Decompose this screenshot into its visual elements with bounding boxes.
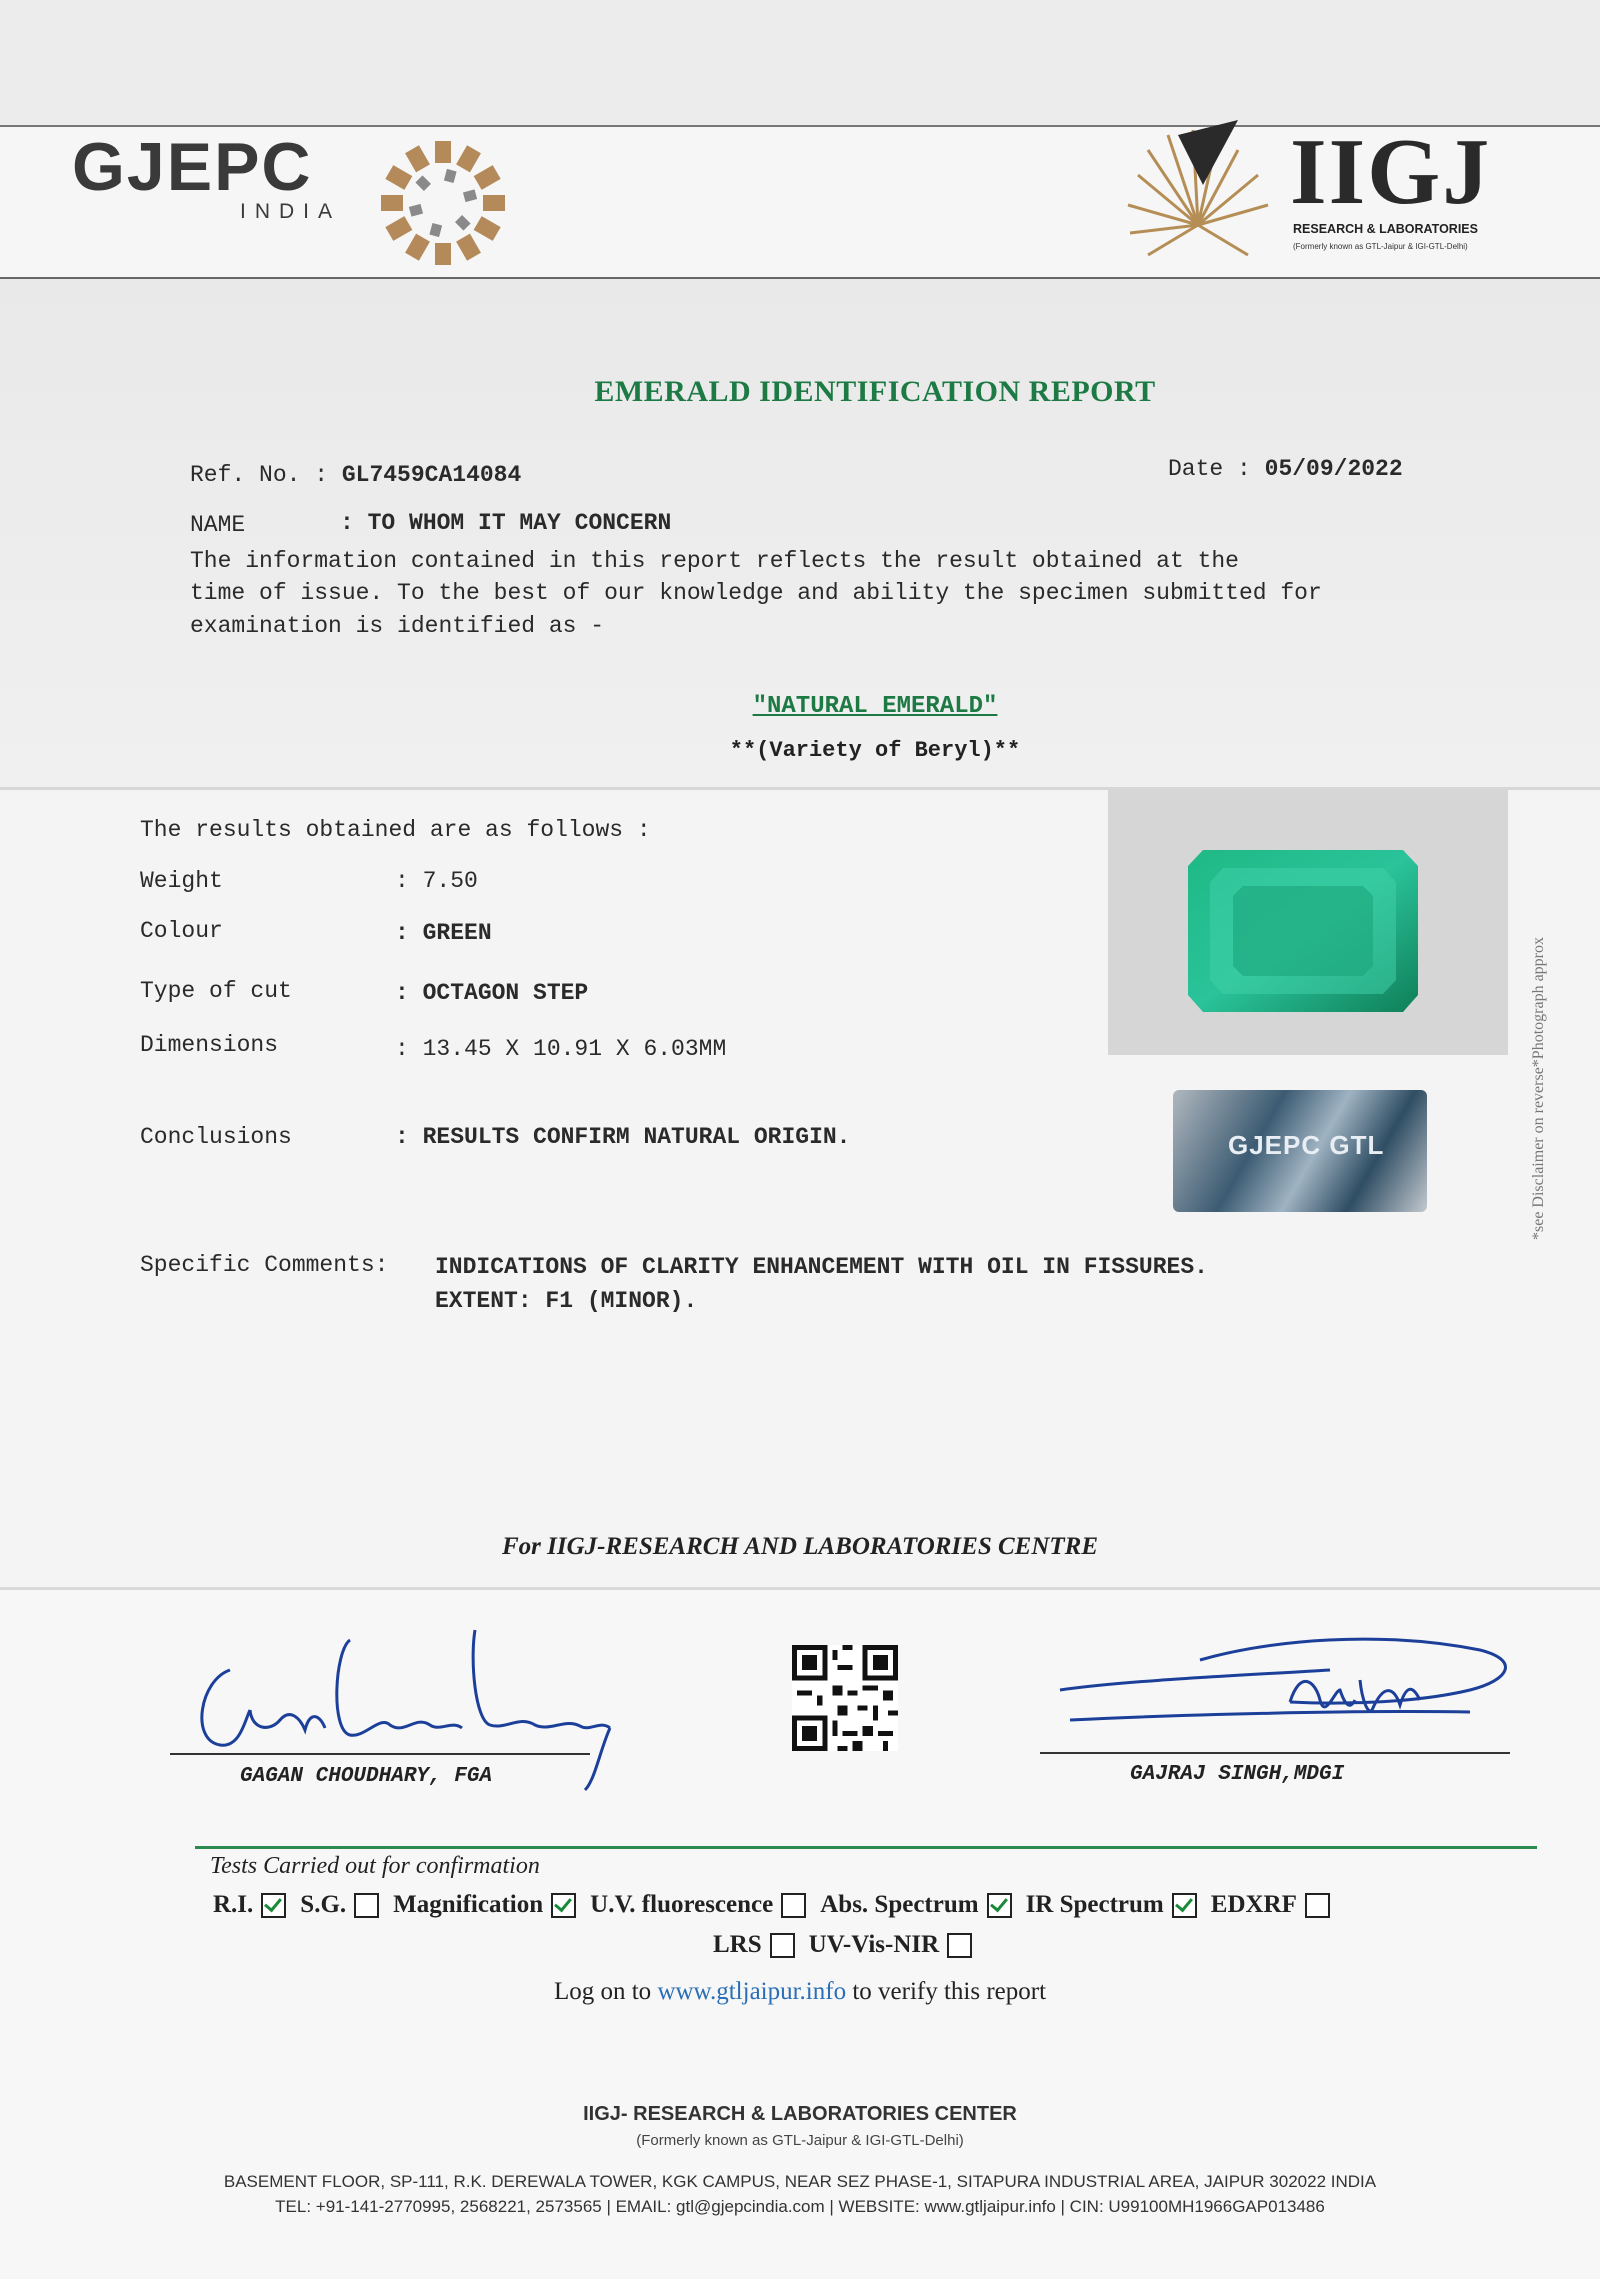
result-label-dimensions: Dimensions xyxy=(140,1032,279,1058)
result-value-colour: : GREEN xyxy=(395,920,492,946)
test-ir-spectrum-checkbox[interactable] xyxy=(1172,1893,1197,1918)
variety-note: **(Variety of Beryl)** xyxy=(729,738,1021,763)
test-ri-checkbox[interactable] xyxy=(261,1893,286,1918)
comments-line: EXTENT: F1 (MINOR). xyxy=(435,1288,698,1314)
test-lrs: LRS xyxy=(713,1931,795,1959)
gjepc-emblem-icon xyxy=(368,128,518,278)
test-edxrf: EDXRF xyxy=(1211,1891,1330,1919)
test-ri: R.I. xyxy=(213,1891,286,1919)
date-label: Date : 05/09/2022 xyxy=(1168,456,1403,482)
iigj-logo-subtext: RESEARCH & LABORATORIES xyxy=(1293,222,1478,236)
verify-link[interactable]: www.gtljaipur.info xyxy=(657,1978,847,2005)
conclusions-value: : RESULTS CONFIRM NATURAL ORIGIN. xyxy=(395,1124,851,1150)
disclaimer-text: *see Disclaimer on reverse*Photograph approx xyxy=(1530,936,1547,1240)
comments-line: INDICATIONS OF CLARITY ENHANCEMENT WITH OIL IN FISSURES. xyxy=(435,1254,1208,1280)
left-signature-line xyxy=(170,1753,590,1755)
ref-number: GL7459CA14084 xyxy=(341,462,522,488)
test-magnification: Magnification xyxy=(393,1891,576,1919)
test-magnification-checkbox[interactable] xyxy=(551,1893,576,1918)
issuing-centre-line: For IIGJ-RESEARCH AND LABORATORIES CENTRE xyxy=(501,1533,1099,1560)
tests-title: Tests Carried out for confirmation xyxy=(210,1853,540,1879)
verify-prefix: Log on to xyxy=(553,1978,652,2005)
iigj-logo-text: IIGJ xyxy=(1290,120,1492,224)
verify-suffix: to verify this report xyxy=(852,1978,1047,2005)
intro-line: The information contained in this report reflects the result obtained at the xyxy=(190,548,1239,574)
gjepc-logo-text: GJEPC xyxy=(72,129,313,205)
test-uv-fluorescence: U.V. fluorescence xyxy=(590,1891,806,1919)
footer-address: BASEMENT FLOOR, SP-111, R.K. DEREWALA TOWER, KGK CAMPUS, NEAR SEZ PHASE-1, SITAPURA INDUSTRIAL AREA, JAIPUR 302022 INDIA xyxy=(223,2172,1377,2191)
right-signer-name: GAJRAJ SINGH,MDGI xyxy=(1130,1763,1345,1786)
footer-subtitle: (Formerly known as GTL-Jaipur & IGI-GTL-Delhi) xyxy=(636,2132,964,2149)
hologram-label: GJEPC GTL xyxy=(1228,1130,1385,1160)
left-signer-name: GAGAN CHOUDHARY, FGA xyxy=(240,1765,493,1788)
conclusions-label: Conclusions xyxy=(140,1124,292,1150)
verify-line xyxy=(0,1978,1600,2006)
comments-label: Specific Comments: xyxy=(140,1252,389,1278)
ref-label: Ref. No. : GL7459CA14084 xyxy=(190,462,522,488)
test-edxrf-checkbox[interactable] xyxy=(1305,1893,1330,1918)
test-uv-fluorescence-checkbox[interactable] xyxy=(781,1893,806,1918)
report-date: 05/09/2022 xyxy=(1264,456,1403,482)
right-signature xyxy=(1050,1620,1520,1770)
fold-crease xyxy=(0,1587,1600,1590)
security-hologram xyxy=(1173,1090,1427,1212)
test-abs-spectrum-checkbox[interactable] xyxy=(987,1893,1012,1918)
emerald-gem-icon xyxy=(1108,790,1508,1055)
test-uv-vis-nir-checkbox[interactable] xyxy=(947,1933,972,1958)
test-uv-vis-nir: UV-Vis-NIR xyxy=(809,1931,973,1959)
test-abs-spectrum: Abs. Spectrum xyxy=(820,1891,1011,1919)
identification-result: "NATURAL EMERALD" xyxy=(752,693,998,720)
right-signature-line xyxy=(1040,1752,1510,1754)
test-sg-checkbox[interactable] xyxy=(354,1893,379,1918)
result-value-weight: : 7.50 xyxy=(395,868,478,894)
results-intro: The results obtained are as follows : xyxy=(140,817,651,843)
result-value-dimensions: : 13.45 X 10.91 X 6.03MM xyxy=(395,1036,727,1062)
test-lrs-checkbox[interactable] xyxy=(770,1933,795,1958)
tests-divider xyxy=(195,1846,1537,1849)
test-sg: S.G. xyxy=(300,1891,379,1919)
intro-line: examination is identified as - xyxy=(190,613,605,639)
result-label-colour: Colour xyxy=(140,918,223,944)
result-label-cut: Type of cut xyxy=(140,978,292,1004)
result-label-weight: Weight xyxy=(140,868,223,894)
tests-row-1 xyxy=(213,1891,1344,1919)
gemstone-photo xyxy=(1108,790,1508,1055)
name-value: : TO WHOM IT MAY CONCERN xyxy=(340,510,672,536)
result-value-cut: : OCTAGON STEP xyxy=(395,980,589,1006)
intro-line: time of issue. To the best of our knowledge and ability the specimen submitted for xyxy=(190,580,1322,606)
qr-code-icon xyxy=(792,1645,898,1751)
tests-row-2 xyxy=(713,1931,986,1959)
gjepc-logo-subtext: INDIA xyxy=(240,200,342,223)
footer-contact: TEL: +91-141-2770995, 2568221, 2573565 | EMAIL: gtl@gjepcindia.com | WEBSITE: www.gtljaipur.info | CIN: U99100MH1966GAP013486 xyxy=(275,2197,1325,2216)
iigj-former-name: (Formerly known as GTL-Jaipur & IGI-GTL-Delhi) xyxy=(1293,242,1468,251)
iigj-sunburst-icon xyxy=(1118,115,1278,265)
test-ir-spectrum: IR Spectrum xyxy=(1026,1891,1197,1919)
name-label: NAME xyxy=(190,512,246,538)
report-title: EMERALD IDENTIFICATION REPORT xyxy=(594,375,1156,408)
footer-title: IIGJ- RESEARCH & LABORATORIES CENTER xyxy=(583,2103,1017,2125)
